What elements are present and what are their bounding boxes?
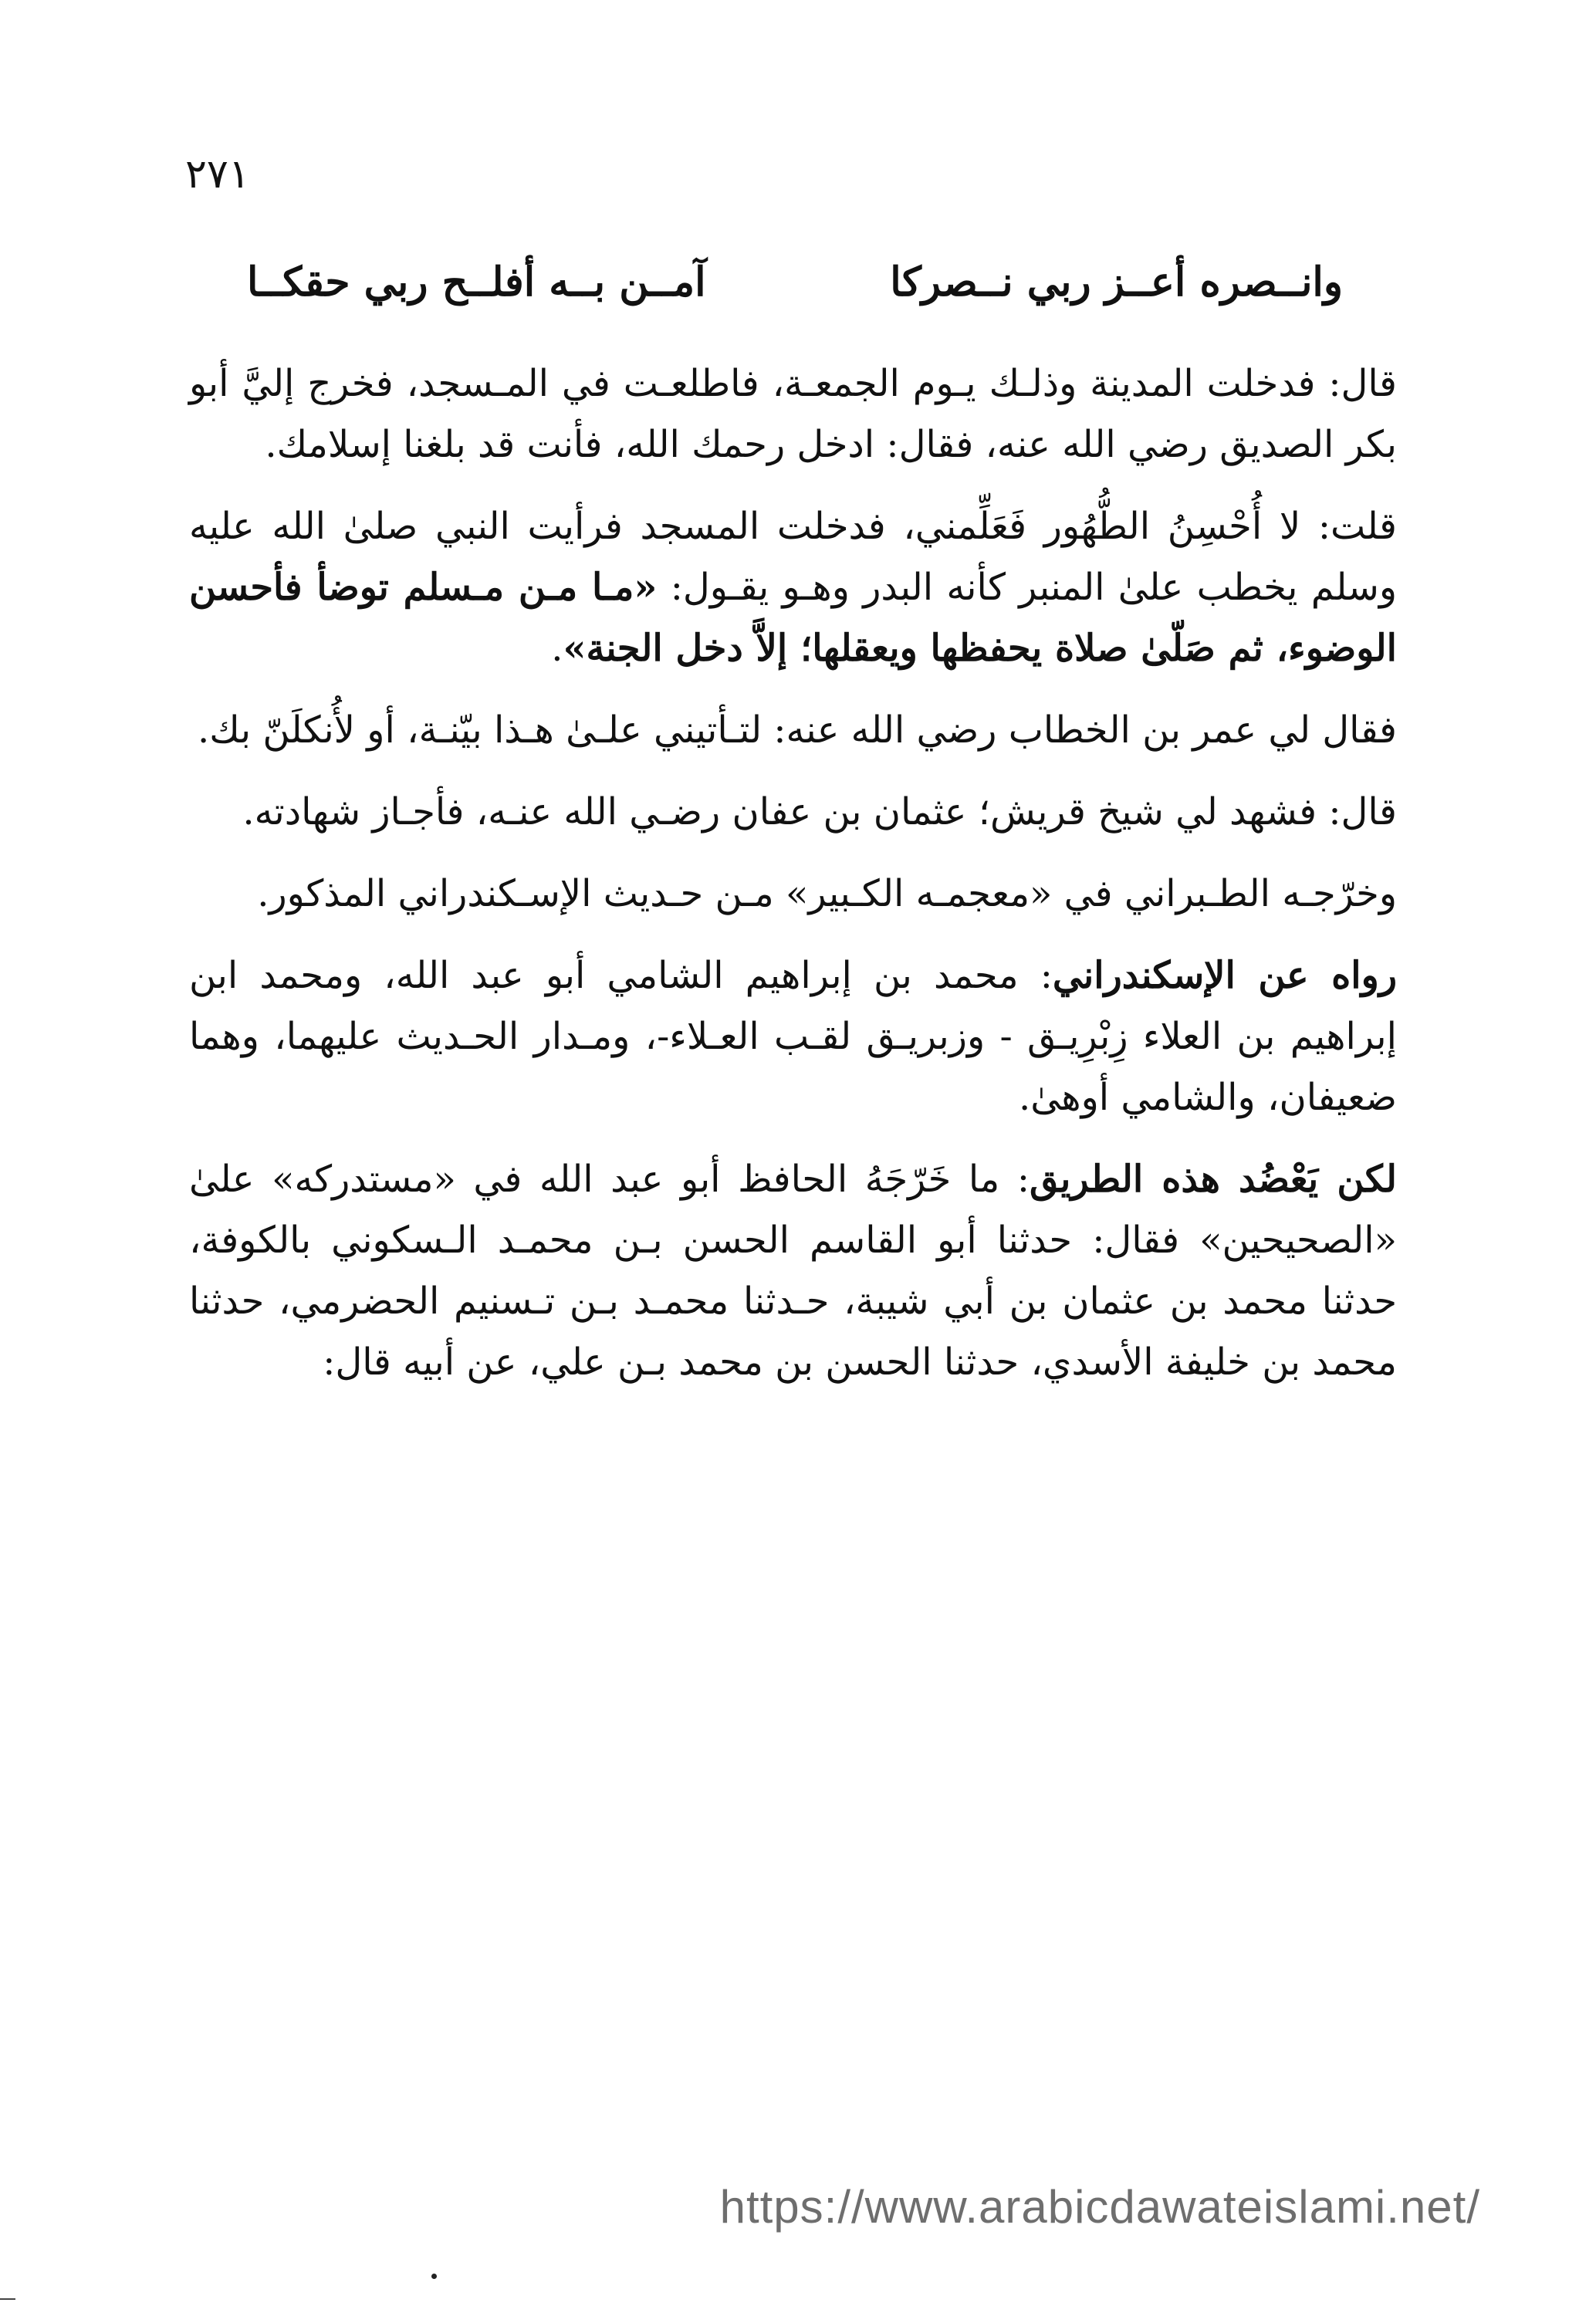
- footer-url: https://www.arabicdawateislami.net/: [719, 2181, 1480, 2233]
- paragraph-text-run: وخرّجـه الطـبراني في «معجمـه الكـبير» مـن حـديث الإسـكندراني المذكور.: [257, 872, 1397, 915]
- page-number: ٢٧١: [185, 151, 250, 198]
- paragraph-text-run: قال: فدخلت المدينة وذلـك يـوم الجمعـة، فاطلعـت في المـسجد، فخرج إليَّ أبو بكر الصديق رضي الله عنه، فقال: ادخل رحمك الله، فأنت قد بلغنا إسلامك.: [189, 362, 1398, 466]
- paragraph: [189, 864, 1397, 925]
- paragraph-text-run: قلت: لا أُحْسِنُ الطُّهُور فَعَلِّمني، فدخلت المسجد فرأيت النبي صلىٰ الله عليه وسلم يخطب علىٰ المنبر كأنه البدر وهـو يقـول:: [189, 505, 1398, 609]
- paragraph: [189, 496, 1397, 679]
- paragraph-text-run: قال: فشهد لي شيخ قريش؛ عثمان بن عفان رضـي الله عنـه، فأجـاز شهادته.: [242, 790, 1397, 833]
- body-text: [189, 353, 1397, 1414]
- paragraph: [189, 1149, 1397, 1393]
- verse-second-hemistich: وانــصره أعــز ربي نــصركا: [890, 259, 1343, 306]
- paragraph-text-run: فقال لي عمر بن الخطاب رضي الله عنه: لتـأتيني علـىٰ هـذا بيّنـة، أو لأُنكلَنّ بك.: [198, 708, 1397, 752]
- paragraph-text-run: : ما خَرّجَهُ الحافظ أبو عبد الله في «مستدركه» علىٰ «الصحيحين» فقال: حدثنا أبو القاسم الحسن بـن محمـد الـسكوني بالكوفة، حدثنا محمد بن عثمان بن أبي شيبة، حـدثنا محمـد بـن تـسنيم الحضرمي، حدثنا محمد بن خليفة الأسدي، حدثنا الحسن بن محمد بـن علي، عن أبيه قال:: [189, 1158, 1397, 1384]
- stray-dot: [431, 2274, 437, 2279]
- poetry-verse: [247, 255, 1343, 311]
- paragraph: [189, 782, 1397, 843]
- scan-corner-mark: [0, 2298, 15, 2300]
- paragraph: [189, 945, 1397, 1128]
- paragraph: [189, 700, 1397, 761]
- paragraph-text-run: .: [551, 627, 563, 670]
- paragraph-bold-run: رواه عن الإسكندراني: [1052, 954, 1398, 997]
- paragraph: [189, 353, 1397, 475]
- paragraph-bold-run: لكن يَعْضُد هذه الطريق: [1030, 1158, 1397, 1201]
- paragraph-text-run: : محمد بن إبراهيم الشامي أبو عبد الله، ومحمد ابن إبراهيم بن العلاء زِبْرِيـق - وزبريـق لقـب العـلاء-، ومـدار الحـديث عليهما، وهما ضعيفان، والشامي أوهىٰ.: [189, 954, 1397, 1119]
- verse-first-hemistich: آمــن بــه أفلــح ربي حقكــا: [247, 259, 706, 306]
- paragraph-bold-run: «مـا مـن مـسلم توضأ فأحسن الوضوء، ثم صَلّىٰ صلاة يحفظها ويعقلها؛ إلاَّ دخل الجنة»: [189, 566, 1397, 670]
